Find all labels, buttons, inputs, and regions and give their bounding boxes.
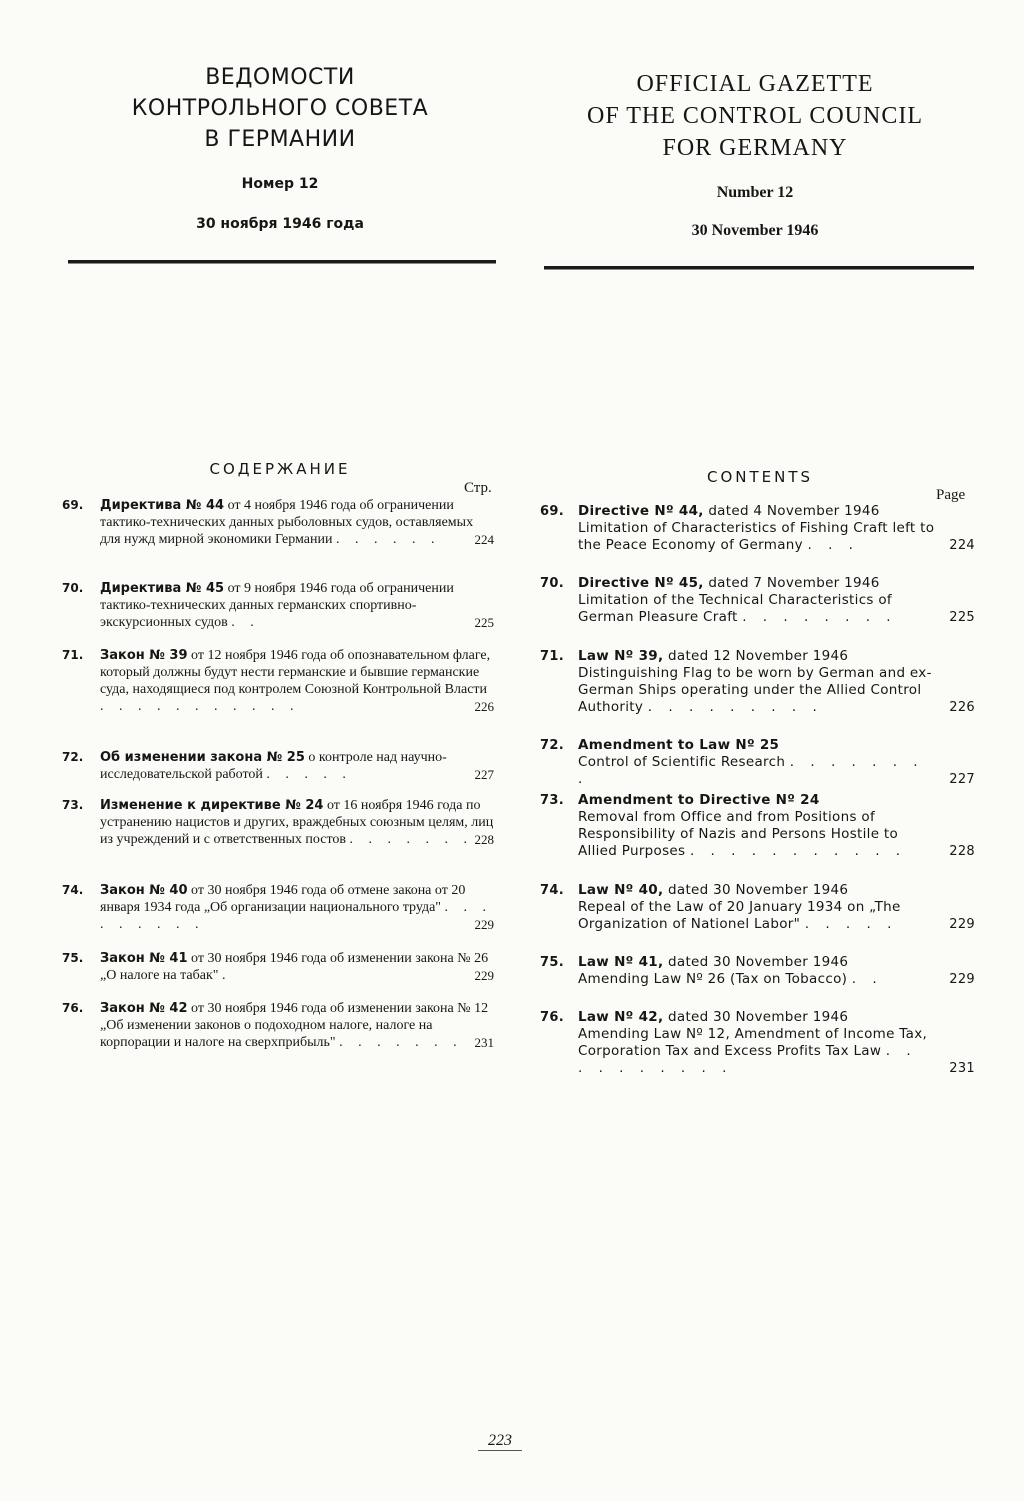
- entry-page-number: 229: [949, 972, 975, 987]
- english-toc-entry-69: 69. Directive Nº 44, dated 4 November 1946 Limitation of Characteristics of Fishing Craft left to the Peace Economy of Germany . . . 224: [540, 503, 975, 553]
- entry-page-number: 229: [474, 968, 494, 983]
- russian-toc-heading: СОДЕРЖАНИЕ: [209, 460, 351, 478]
- english-title-line-3: FOR GERMANY: [662, 135, 848, 161]
- english-masthead-title: [535, 68, 975, 164]
- english-toc-entry-71: 71. Law Nº 39, dated 12 November 1946 Distinguishing Flag to be worn by German and ex-German Ships operating under the Allied Control Authority . . . . . . . . . 226: [540, 648, 975, 715]
- entry-heading: Об изменении закона № 25: [100, 750, 305, 765]
- entry-text: от 16 ноября 1946 года по устранению нацистов и других, враждебных союзным целям, лиц из учреждений и с ответственных постов: [100, 798, 494, 847]
- entry-number: 72.: [540, 738, 564, 753]
- entry-number: 74.: [62, 883, 84, 897]
- entry-text: Limitation of the Technical Characteristics of German Pleasure Craft: [578, 592, 892, 625]
- entry-heading: Закон № 42: [100, 1001, 188, 1016]
- entry-number: 76.: [62, 1001, 84, 1015]
- entry-page-number: 231: [949, 1061, 975, 1076]
- entry-heading: Директива № 44: [100, 498, 225, 513]
- entry-date: dated 30 November 1946: [668, 1009, 849, 1025]
- entry-heading: Law Nº 40,: [578, 882, 664, 898]
- russian-title-line-2: КОНТРОЛЬНОГО СОВЕТА: [131, 96, 429, 121]
- russian-title-line-3: В ГЕРМАНИИ: [204, 127, 356, 152]
- entry-heading: Law Nº 39,: [578, 648, 664, 664]
- english-toc-entry-75: 75. Law Nº 41, dated 30 November 1946 Amending Law Nº 26 (Tax on Tobacco) . . 229: [540, 954, 975, 987]
- entry-number: 73.: [540, 793, 564, 808]
- entry-text: Amending Law Nº 12, Amendment of Income Tax, Corporation Tax and Excess Profits Tax Law: [578, 1026, 928, 1059]
- entry-heading: Изменение к директиве № 24: [100, 798, 324, 813]
- entry-heading: Закон № 39: [100, 648, 188, 663]
- entry-number: 76.: [540, 1010, 564, 1025]
- english-toc-entry-76: 76. Law Nº 42, dated 30 November 1946 Amending Law Nº 12, Amendment of Income Tax, Corporation Tax and Excess Profits Tax Law . . . . . . . . . . 231: [540, 1009, 975, 1076]
- entry-page-number: 227: [949, 772, 975, 787]
- entry-text: Limitation of Characteristics of Fishing Craft left to the Peace Economy of Germany: [578, 520, 935, 553]
- entry-page-number: 228: [949, 844, 975, 859]
- entry-date: dated 30 November 1946: [668, 882, 849, 898]
- entry-page-number: 225: [949, 610, 975, 625]
- entry-date: dated 30 November 1946: [668, 954, 849, 970]
- entry-page-number: 224: [949, 538, 975, 553]
- entry-heading: Amendment to Directive Nº 24: [578, 792, 820, 808]
- entry-number: 74.: [540, 883, 564, 898]
- entry-page-number: 231: [474, 1035, 494, 1050]
- entry-text: Removal from Office and from Positions of Responsibility of Nazis and Persons Hostile to Allied Purposes: [578, 809, 899, 859]
- entry-number: 69.: [540, 504, 564, 519]
- entry-heading: Директива № 45: [100, 581, 225, 596]
- entry-number: 70.: [540, 576, 564, 591]
- english-title-line-1: OFFICIAL GAZETTE: [636, 71, 874, 97]
- russian-title-line-1: ВЕДОМОСТИ: [205, 65, 355, 90]
- entry-number: 69.: [62, 498, 84, 512]
- entry-page-number: 226: [949, 700, 975, 715]
- russian-toc-entry-69: 69. Директива № 44 от 4 ноября 1946 года об ограничении тактико-технических данных рыболовных судов, оставляемых для нужд мирной экономики Германии . . . . . . 224: [62, 498, 494, 547]
- entry-number: 72.: [62, 750, 84, 764]
- entry-date: dated 4 November 1946: [708, 503, 880, 519]
- english-toc-entry-72: 72. Amendment to Law Nº 25 Control of Scientific Research . . . . . . . . 227: [540, 737, 975, 787]
- entry-date: dated 12 November 1946: [668, 648, 849, 664]
- russian-toc-entry-70: 70. Директива № 45 от 9 ноября 1946 года об ограничении тактико-технических данных германских спортивно-экскурсионных судов . . 225: [62, 581, 494, 630]
- entry-text: Control of Scientific Research: [578, 754, 786, 770]
- entry-text: от 30 ноября 1946 года об изменении закона № 12 „Об изменении законов о подоходном налоге, налоге на корпорации и налоге на сверхприбыль": [100, 1001, 489, 1050]
- entry-text: о контроле над научно-исследовательской работой: [100, 750, 447, 782]
- entry-number: 70.: [62, 581, 84, 595]
- english-toc-entry-74: 74. Law Nº 40, dated 30 November 1946 Repeal of the Law of 20 January 1934 on „The Organization of Nationel Labor" . . . . . 229: [540, 882, 975, 932]
- russian-masthead-title: [60, 62, 500, 155]
- entry-text: Amending Law Nº 26 (Tax on Tobacco): [578, 971, 848, 987]
- russian-toc-entry-71: 71. Закон № 39 от 12 ноября 1946 года об опознавательном флаге, который должны будут нести германские и бывшие германские суда, находящиеся под контролем Союзной Контрольной Власти . . . . . . . . . . . 226: [62, 648, 494, 714]
- english-issue-number: Number 12: [716, 184, 794, 201]
- entry-text: от 30 ноября 1946 года об изменении закона № 26 „О налоге на табак": [100, 951, 489, 983]
- russian-toc-entry-75: 75. Закон № 41 от 30 ноября 1946 года об изменении закона № 26 „О налоге на табак" . 229: [62, 951, 494, 983]
- english-title-line-2: OF THE CONTROL COUNCIL: [586, 103, 923, 129]
- entry-page-number: 229: [474, 917, 494, 932]
- english-toc-heading: CONTENTS: [706, 468, 814, 486]
- entry-number: 73.: [62, 798, 84, 812]
- russian-toc-entry-72: 72. Об изменении закона № 25 о контроле над научно-исследовательской работой . . . . . 227: [62, 750, 494, 782]
- entry-text: Repeal of the Law of 20 January 1934 on „The Organization of Nationel Labor": [578, 899, 901, 932]
- entry-page-number: 225: [474, 615, 494, 630]
- entry-heading: Directive Nº 45,: [578, 575, 704, 591]
- entry-text: от 9 ноября 1946 года об ограничении тактико-технических данных германских спортивно-экскурсионных судов: [100, 581, 454, 630]
- entry-page-number: 226: [474, 699, 494, 714]
- english-issue-date: 30 November 1946: [691, 222, 819, 239]
- entry-heading: Amendment to Law Nº 25: [578, 737, 780, 753]
- entry-number: 75.: [62, 951, 84, 965]
- russian-page-column-label: Стр.: [464, 480, 492, 496]
- entry-date: dated 7 November 1946: [708, 575, 880, 591]
- russian-toc-entry-76: 76. Закон № 42 от 30 ноября 1946 года об изменении закона № 12 „Об изменении законов о подоходном налоге, налоге на корпорации и налоге на сверхприбыль" . . . . . . . 231: [62, 1001, 494, 1050]
- russian-toc-entry-73: 73. Изменение к директиве № 24 от 16 ноября 1946 года по устранению нацистов и других, враждебных союзным целям, лиц из учреждений и с ответственных постов . . . . . . . 228: [62, 798, 494, 847]
- russian-issue-number: Номер 12: [241, 176, 319, 192]
- entry-heading: Law Nº 41,: [578, 954, 664, 970]
- entry-text: от 4 ноября 1946 года об ограничении тактико-технических данных рыболовных судов, оставляемых для нужд мирной экономики Германии: [100, 498, 474, 547]
- russian-header-rule: [68, 260, 496, 264]
- entry-heading: Закон № 41: [100, 951, 188, 966]
- entry-text: от 30 ноября 1946 года об отмене закона от 20 января 1934 года „Об организации национального труда": [100, 883, 466, 915]
- entry-page-number: 227: [474, 767, 494, 782]
- english-toc-entry-70: 70. Directive Nº 45, dated 7 November 1946 Limitation of the Technical Characteristics of German Pleasure Craft . . . . . . . . 225: [540, 575, 975, 625]
- english-toc-entry-73: 73. Amendment to Directive Nº 24 Removal from Office and from Positions of Responsibility of Nazis and Persons Hostile to Allied Purposes . . . . . . . . . . . 228: [540, 792, 975, 859]
- entry-heading: Закон № 40: [100, 883, 188, 898]
- english-page-column-label: Page: [936, 487, 966, 503]
- entry-text: от 12 ноября 1946 года об опознавательном флаге, который должны будут нести германские и бывшие германские суда, находящиеся под контролем Союзной Контрольной Власти: [100, 648, 491, 697]
- entry-heading: Law Nº 42,: [578, 1009, 664, 1025]
- russian-toc-entry-74: 74. Закон № 40 от 30 ноября 1946 года об отмене закона от 20 января 1934 года „Об организации национального труда" . . . . . . . . . 229: [62, 883, 494, 932]
- entry-page-number: 228: [474, 832, 494, 847]
- entry-text: Distinguishing Flag to be worn by German and ex-German Ships operating under the Allied Control Authority: [578, 665, 932, 715]
- russian-issue-date: 30 ноября 1946 года: [196, 216, 364, 232]
- entry-page-number: 229: [949, 917, 975, 932]
- entry-number: 71.: [62, 648, 84, 662]
- entry-page-number: 224: [474, 532, 494, 547]
- entry-number: 75.: [540, 955, 564, 970]
- entry-heading: Directive Nº 44,: [578, 503, 704, 519]
- page-number: 223: [478, 1432, 522, 1451]
- entry-number: 71.: [540, 649, 564, 664]
- english-header-rule: [544, 266, 974, 270]
